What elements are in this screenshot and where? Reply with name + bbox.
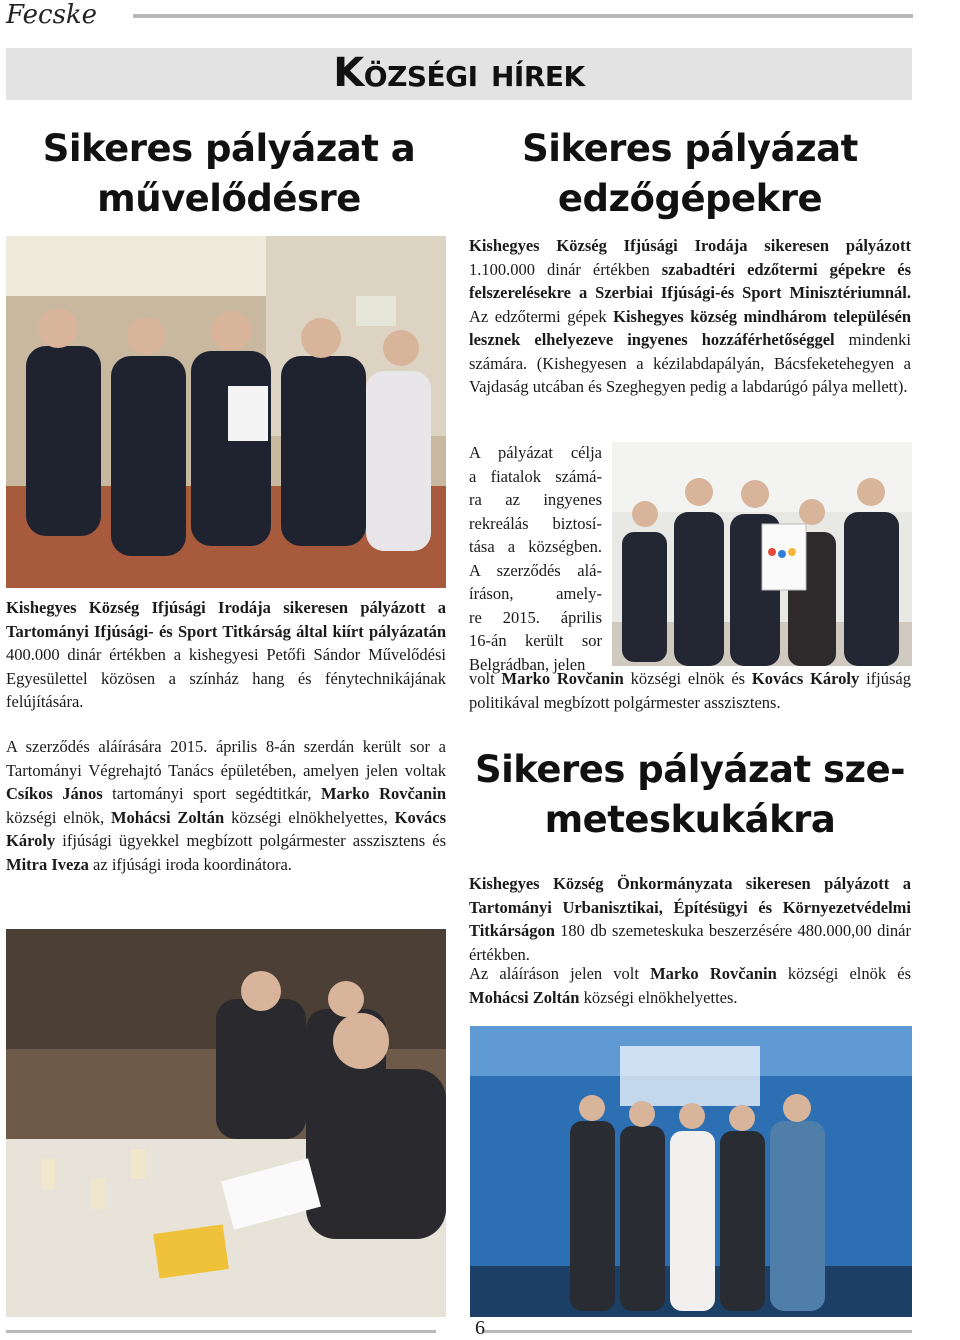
article3-p1-1: 180 db szemeteskuka beszerzésére 480.000,00 dinár értékben.	[469, 921, 911, 964]
article2-side-line: 16-án került sor	[469, 631, 602, 650]
photo-group-office	[6, 236, 446, 588]
photo-group-belgrade	[612, 442, 912, 666]
article3-p1-0: Kishegyes Község Önkormányzata sikeresen pályázott a Tartományi Urbanisztikai, Építésügyi és Környezetvédelmi Titkárságon	[469, 874, 911, 940]
article1-paragraph-1	[6, 596, 446, 714]
article3-title-line1: Sikeres pályázat sze-	[474, 748, 906, 791]
article2-p1-4: Kishegyes község mindhárom településén lesznek elhelyezeve ingyenes hozzáférhetőséggel	[469, 306, 911, 349]
article2-p2-3: Kovács Károly	[751, 669, 860, 688]
article1-p2-7: Kovács Károly	[6, 807, 447, 850]
article1-title	[0, 124, 458, 224]
article1-p2-9: Mitra Iveza	[6, 854, 89, 874]
article2-side-line: A pályázat célja	[469, 443, 602, 462]
photo-group-ministry	[470, 1026, 912, 1317]
magazine-brand: Fecske	[6, 0, 98, 30]
article3-p2-1: Marko Rovčanin	[650, 964, 777, 983]
article2-p1-5: mindenki számára. (Kishegyesen a kézilabdapályán, Bácsfeketehegyen a Vajdaság utcában és Szeghegyen pedig a labdarúgó pálya mellett).	[469, 330, 911, 396]
article3-p2-4: községi elnökhelyettes.	[579, 987, 738, 1007]
article1-p2-3: Marko Rovčanin	[320, 784, 446, 803]
article1-p2-6: községi elnökhelyettes,	[224, 807, 395, 827]
article3-paragraph-2	[469, 962, 911, 1009]
article2-p2-1: Marko Rovčanin	[501, 669, 624, 688]
article1-p2-10: az ifjúsági iroda koordinátora.	[88, 854, 292, 874]
article2-side-line: re 2015. április	[469, 607, 602, 627]
article1-paragraph-2	[6, 735, 446, 876]
section-title: Községi hírek	[333, 50, 585, 96]
article2-p2-2: községi elnök és	[623, 669, 752, 688]
article2-title	[467, 124, 913, 224]
article2-side-line: A szerződés alá-	[469, 560, 602, 580]
article1-p1-1: 400.000 dinár értékben a kishegyesi Petőfi Sándor Művelődési Egyesülettel közösen a színház hang és fénytechnikájának felújítására.	[6, 645, 446, 711]
article3-paragraph-1	[469, 872, 911, 966]
article1-title-line1: Sikeres pályázat a	[42, 127, 416, 170]
article2-title-line2: edzőgépekre	[557, 177, 823, 220]
article2-side-line: rekreálás biztosí-	[469, 513, 602, 533]
article1-p2-2: tartományi sport segédtitkár,	[102, 784, 321, 803]
page-number: 6	[475, 1317, 485, 1339]
article2-p1-1: 1.100.000 dinár értékben	[469, 259, 662, 279]
header-rule	[133, 14, 913, 18]
article2-side-line: ra az ingyenes	[469, 490, 602, 509]
article3-title-line2: meteskukákra	[544, 798, 836, 841]
article2-side-line: íráson, amely-	[469, 584, 602, 603]
article2-paragraph-1	[469, 234, 911, 399]
article1-title-line2: művelődésre	[97, 177, 361, 220]
article2-side-line: a fiatalok számá-	[469, 466, 602, 486]
article2-side-text	[469, 441, 602, 676]
article1-p1-0: Kishegyes Község Ifjúsági Irodája sikeresen pályázott a Tartományi Ifjúsági- és Sport Titkárság által kiírt pályázatán	[6, 598, 446, 641]
article2-p1-2: szabadtéri edzőtermi gépekre és felszerelésekre a Szerbiai Ifjúsági-és Sport Minisztériumnál.	[469, 259, 912, 302]
article2-side-line: Belgrádban, jelen	[469, 654, 586, 674]
article2-p1-0: Kishegyes Község Ifjúsági Irodája sikeresen pályázott	[469, 236, 911, 255]
article2-paragraph-2	[469, 667, 911, 714]
article1-p2-0: A szerződés aláírására 2015. április 8-án szerdán került sor a Tartományi Végrehajtó Tanács épületében, amelyen jelen voltak	[6, 737, 446, 780]
article1-p2-4: községi elnök,	[6, 807, 111, 827]
photo-contract-signing	[6, 929, 446, 1317]
article3-p2-0: Az aláíráson jelen volt	[469, 964, 651, 983]
article3-p2-2: községi elnök és	[776, 964, 912, 983]
article1-p2-5: Mohácsi Zoltán	[110, 807, 225, 827]
article3-title	[467, 745, 913, 845]
article3-p2-3: Mohácsi Zoltán	[469, 987, 580, 1007]
article1-p2-8: ifjúsági ügyekkel megbízott polgármester asszisztens és	[55, 831, 446, 850]
article1-p2-1: Csíkos János	[6, 784, 103, 803]
article2-p2-0: volt	[469, 669, 502, 688]
article2-p1-3: Az edzőtermi gépek	[469, 306, 614, 326]
article2-side-line: tása a községben.	[469, 537, 602, 556]
article2-p2-4: ifjúság politikával megbízott polgármester asszisztens.	[469, 669, 911, 712]
article2-title-line1: Sikeres pályázat	[522, 127, 858, 170]
